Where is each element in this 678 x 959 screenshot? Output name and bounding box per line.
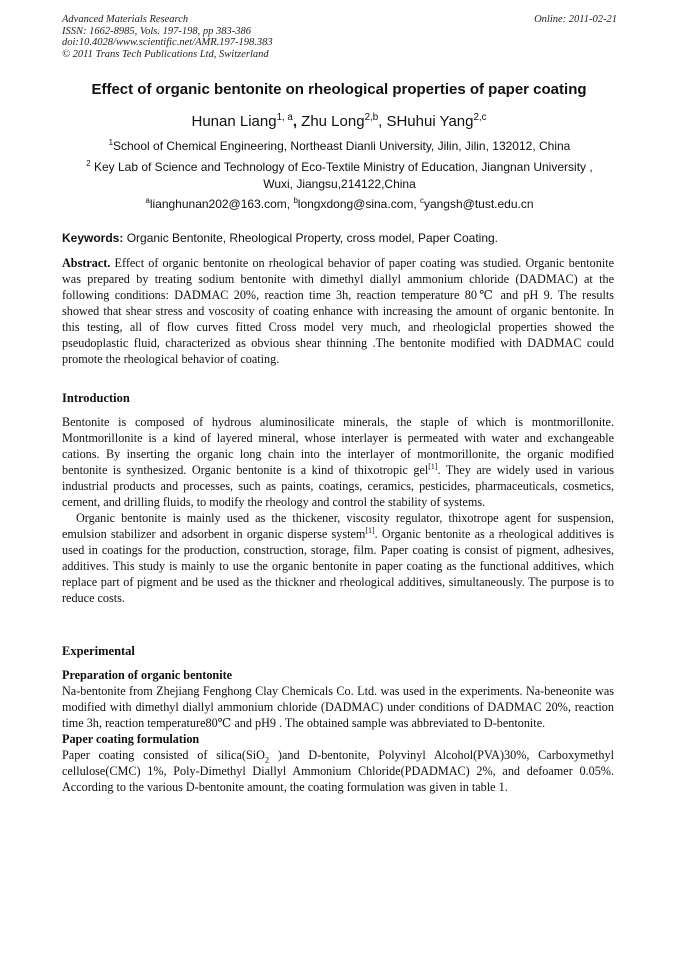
paper-title: Effect of organic bentonite on rheological properties of paper coating: [91, 81, 587, 98]
email-text: lianghunan202@163.com,: [149, 197, 294, 211]
citation-ref: [1]: [365, 525, 375, 535]
introduction-body: [62, 414, 614, 606]
aff-text: Key Lab of Science and Technology of Eco-Textile Ministry of Education, Jiangnan University ,: [90, 160, 593, 174]
aff-text: School of Chemical Engineering, Northeast Dianli University, Jilin, Jilin, 132012, China: [113, 139, 571, 153]
formulation-part: Paper coating consisted of silica(SiO: [62, 748, 265, 762]
email-text: longxdong@sina.com,: [297, 197, 421, 211]
introduction-heading: Introduction: [62, 391, 130, 405]
author-name: SHuhui Yang: [386, 113, 474, 130]
citation-ref: [1]: [428, 461, 438, 471]
aff-text: Wuxi, Jiangsu,214122,China: [263, 177, 416, 191]
author-name: Hunan Liang: [191, 113, 277, 130]
abstract: [62, 255, 614, 367]
formulation-part: )and D-bentonite, Polyvinyl Alcohol(PVA)30%, Carboxymethyl cellulose(CMC) 1%, Poly-Dimethyl Diallyl Ammonium Chloride(PDADMAC) 2%, and defoamer 0.05%. According to the various D-bentonite amount, the coating formulation was given in table 1.: [62, 748, 614, 794]
abstract-label: Abstract.: [62, 256, 111, 270]
subsection-heading: Paper coating formulation: [62, 732, 200, 746]
online-date: Online: 2011-02-21: [534, 14, 617, 25]
abstract-text: Effect of organic bentonite on rheological behavior of paper coating was studied. Organic bentonite was prepared by treating sodium bentonite with dimethyl diallyl ammonium chloride (DADMAC) at the following conditions: DADMAC 20%, reaction time 3h, reaction temperature 80℃ and pH 9. The results showed that shear stress and voscosity of coating enhance with increasing the amount of organic bentonite. In this testing, all of flow curves fitted Cross model very much, and rheologiclal properties showed the pseudoplastic fluid, characterized as obvious shear thinning .The bentonite modified with DADMAC could promote the rheological behavior of coating.: [62, 256, 614, 366]
subsection-heading: Preparation of organic bentonite: [62, 668, 233, 682]
copyright-line: © 2011 Trans Tech Publications Ltd, Switzerland: [62, 48, 269, 60]
affiliation-2: [62, 159, 617, 193]
aff-sup: 2: [86, 159, 91, 168]
journal-name: Advanced Materials Research: [62, 14, 189, 25]
preparation-text: Na-bentonite from Zhejiang Fenghong Clay Chemicals Co. Ltd. was used in the experiments. Na-beneonite was modified with dimethyl diallyl ammonium chloride (DADMAC) under conditions of DADMAC 20%, reaction time 3h, reaction temperature80℃ and pH9 . The obtained sample was abbreviated to D-bentonite.: [62, 684, 614, 730]
experimental-body: [62, 667, 614, 795]
intro-text: Organic bentonite is mainly used as the thickener, viscosity regulator, thixotrope agent for suspension, emulsion stabilizer and adsorbent in organic disperse system: [62, 511, 614, 541]
email-sup: c: [420, 196, 424, 205]
doi-line: doi:10.4028/www.scientific.net/AMR.197-198.383: [62, 37, 273, 48]
aff-sup: 1: [108, 138, 113, 147]
email-sup: a: [145, 196, 150, 205]
subscript: 2: [264, 754, 270, 765]
intro-text: . They are widely used in various industrial products and processes, such as paints, coatings, ceramics, pesticides, pharmaceuticals, cosmetics, cement, and drilling fluids, to modify the rheology and control the stability of systems.: [62, 463, 614, 509]
keywords: [62, 231, 617, 246]
author-sup: 2,b: [364, 112, 379, 123]
author-list: Hunan Liang$^{1, a}$, Zhu Long$^{2,b}$, SHuhui Yang$^{2,c}$: [191, 112, 487, 130]
intro-text: . Organic bentonite as a rheological additives is used in coatings for the production, construction, storage, film. Paper coating is consist of pigment, adhesives, additives. This study is mainly to use the organic bentonite in paper coating as the functional additives, which replace part of pigment and be used as the thickner and rheological additives, simultaneously. The purpose is to reduce costs.: [62, 527, 614, 605]
journal-header: [62, 14, 617, 60]
issn-line: ISSN: 1662-8985, Vols. 197-198, pp 383-386: [62, 25, 251, 37]
email-line: [62, 196, 617, 213]
affiliation-1: [62, 138, 617, 155]
formulation-text: [62, 747, 614, 795]
author-name: Zhu Long: [301, 113, 365, 130]
author-sup: 1, a: [276, 112, 293, 123]
keywords-text: Organic Bentonite, Rheological Property, cross model, Paper Coating.: [123, 231, 498, 245]
email-sup: b: [293, 196, 298, 205]
author-sup: 2,c: [473, 112, 487, 123]
email-text: yangsh@tust.edu.cn: [423, 197, 534, 211]
keywords-label: Keywords:: [62, 231, 124, 245]
experimental-heading: Experimental: [62, 644, 135, 658]
intro-text: Bentonite is composed of hydrous aluminosilicate minerals, the staple of which is montmorillonite. Montmorillonite is a kind of layered mineral, whose interlayer is permeated with water and exchangeable cations. By inserting the organic long chain into the interlayer of montmorillonite, the organic modified bentonite is synthesized. Organic bentonite is a kind of thixotropic gel: [62, 415, 614, 477]
